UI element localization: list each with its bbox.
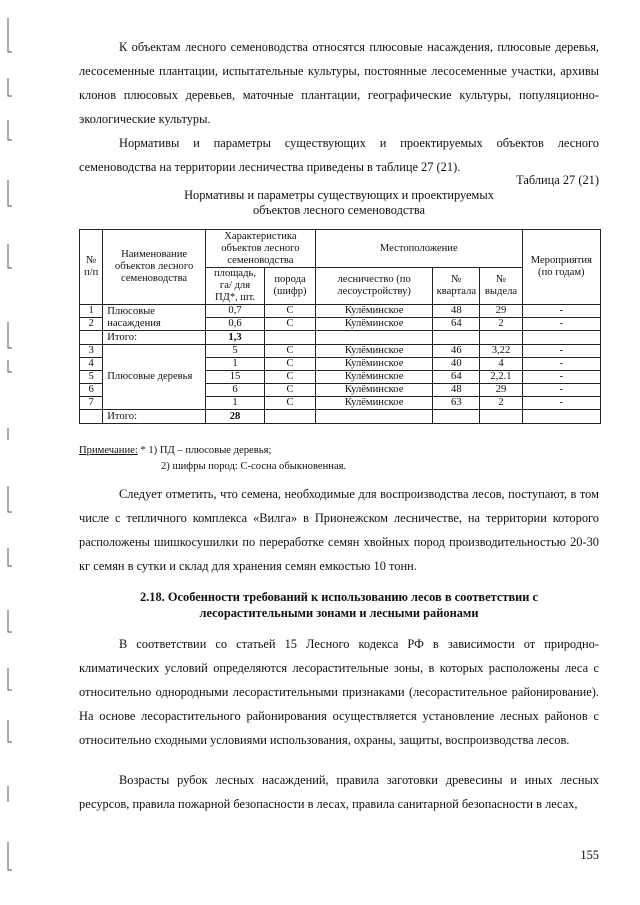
header-num: № п/п — [80, 230, 103, 305]
cell-area: 1 — [205, 397, 264, 410]
cell-quarter: 48 — [433, 384, 480, 397]
cell-forestry: Кулёминское — [315, 305, 432, 318]
group-name-plus-trees: Плюсовые деревья — [103, 345, 206, 410]
cell-quarter: 46 — [433, 345, 480, 358]
cell-section: 2,2.1 — [480, 371, 522, 384]
table-row — [80, 305, 601, 318]
cell-area: 15 — [205, 371, 264, 384]
cell-species: С — [265, 318, 316, 331]
cell-area: 1 — [205, 358, 264, 371]
regulations-paragraph: Возрасты рубок лесных насаждений, правила заготовки древесины и иных лесных ресурсов, правила пожарной безопасности в лесах, правила санитарной безопасности в лесах, — [79, 773, 599, 811]
group-name-plus-stands: Плюсовые насаждения — [103, 305, 206, 331]
table-title-line-1: Нормативы и параметры существующих и проектируемых — [184, 188, 494, 202]
header-measures: Мероприятия (по годам) — [522, 230, 600, 305]
header-quarter: № квартала — [433, 268, 480, 305]
table-title-line-2: объектов лесного семеноводства — [252, 203, 426, 217]
table-number-caption: Таблица 27 (21) — [516, 173, 599, 187]
total-label: Итого: — [103, 410, 206, 424]
table-note — [79, 443, 346, 475]
cell-num: 6 — [80, 384, 103, 397]
cell-quarter: 64 — [433, 318, 480, 331]
cell-measures: - — [522, 384, 600, 397]
cell-num: 4 — [80, 358, 103, 371]
total-value: 1,3 — [205, 331, 264, 345]
header-section: № выдела — [480, 268, 522, 305]
note-line-2: 2) шифры пород: С-сосна обыкновенная. — [161, 461, 347, 472]
cell-section: 2 — [480, 397, 522, 410]
cell-quarter: 64 — [433, 371, 480, 384]
note-text-1: * 1) ПД – плюсовые деревья; — [137, 445, 272, 456]
cell-quarter: 48 — [433, 305, 480, 318]
cell-quarter: 40 — [433, 358, 480, 371]
cell-forestry: Кулёминское — [315, 318, 432, 331]
cell-forestry: Кулёминское — [315, 358, 432, 371]
cell-forestry: Кулёминское — [315, 371, 432, 384]
intro-paragraph: К объектам лесного семеноводства относятся плюсовые насаждения, плюсовые деревья, лесосеменные плантации, испытательные культуры, постоянные лесосеменные участки, архивы клонов плюсовых деревьев, маточные плантации, географические культуры, популяционно-экологические культуры. — [79, 40, 599, 126]
cell-area: 6 — [205, 384, 264, 397]
cell-species: С — [265, 345, 316, 358]
binding-margin-marks — [0, 0, 30, 905]
cell-measures: - — [522, 397, 600, 410]
seed-objects-table — [79, 229, 601, 424]
cell-species: С — [265, 371, 316, 384]
cell-area: 0,7 — [205, 305, 264, 318]
note-line-1 — [79, 443, 346, 459]
cell-species: С — [265, 397, 316, 410]
cell-measures: - — [522, 305, 600, 318]
total-value: 28 — [205, 410, 264, 424]
header-forestry: лесничество (по лесоустройству) — [315, 268, 432, 305]
cell-measures: - — [522, 371, 600, 384]
header-name: Наименование объектов лесного семеноводства — [103, 230, 206, 305]
cell-section: 3,22 — [480, 345, 522, 358]
cell-num: 1 — [80, 305, 103, 318]
header-characteristic: Характеристика объектов лесного семеноводства — [205, 230, 315, 268]
page-number: 155 — [580, 848, 599, 862]
table-total-row — [80, 410, 601, 424]
total-label: Итого: — [103, 331, 206, 345]
table-total-row — [80, 331, 601, 345]
cell-num: 5 — [80, 371, 103, 384]
cell-section: 4 — [480, 358, 522, 371]
cell-measures: - — [522, 345, 600, 358]
section-heading-line-1: 2.18. Особенности требований к использованию лесов в соответствии с — [139, 590, 539, 604]
cell-species: С — [265, 305, 316, 318]
cell-species: С — [265, 358, 316, 371]
cell-forestry: Кулёминское — [315, 384, 432, 397]
cell-area: 5 — [205, 345, 264, 358]
cell-quarter: 63 — [433, 397, 480, 410]
cell-section: 29 — [480, 384, 522, 397]
table-row — [80, 345, 601, 358]
cell-num: 7 — [80, 397, 103, 410]
header-location: Местоположение — [315, 230, 522, 268]
table-title — [79, 188, 599, 218]
section-heading — [79, 589, 599, 621]
cell-section: 2 — [480, 318, 522, 331]
cell-num: 2 — [80, 318, 103, 331]
cell-measures: - — [522, 318, 600, 331]
header-area: площадь, га/ для ПД*, шт. — [205, 268, 264, 305]
table-reference-paragraph: Нормативы и параметры существующих и проектируемых объектов лесного семеноводства на территории лесничества приведены в таблице 27 (21). — [79, 136, 599, 174]
cell-species: С — [265, 384, 316, 397]
cell-forestry: Кулёминское — [315, 345, 432, 358]
cell-area: 0,6 — [205, 318, 264, 331]
cell-measures: - — [522, 358, 600, 371]
cell-forestry: Кулёминское — [315, 397, 432, 410]
cell-num: 3 — [80, 345, 103, 358]
zoning-paragraph: В соответствии со статьей 15 Лесного кодекса РФ в зависимости от природно-климатических условий определяются лесорастительные зоны, в которых расположены леса с относительно однородными лесорастительными признаками (лесорастительное районирование). На основе лесорастительного районирования осуществляется установление лесных районов с относительно сходными условиями использования, охраны, защиты, воспроизводства лесов. — [79, 637, 599, 747]
header-species: порода (шифр) — [265, 268, 316, 305]
section-heading-line-2: лесорастительными зонами и лесными районами — [199, 606, 479, 620]
seed-supply-paragraph: Следует отметить, что семена, необходимые для воспроизводства лесов, поступают, в том числе с тепличного комплекса «Вилга» в Прионежском лесничестве, на территории которого расположены шишкосушилки по переработке семян хвойных пород производительностью 20-30 кг семян в сутки и склад для хранения семян емкостью 10 тонн. — [79, 487, 599, 573]
note-label: Примечание: — [79, 445, 138, 456]
cell-section: 29 — [480, 305, 522, 318]
